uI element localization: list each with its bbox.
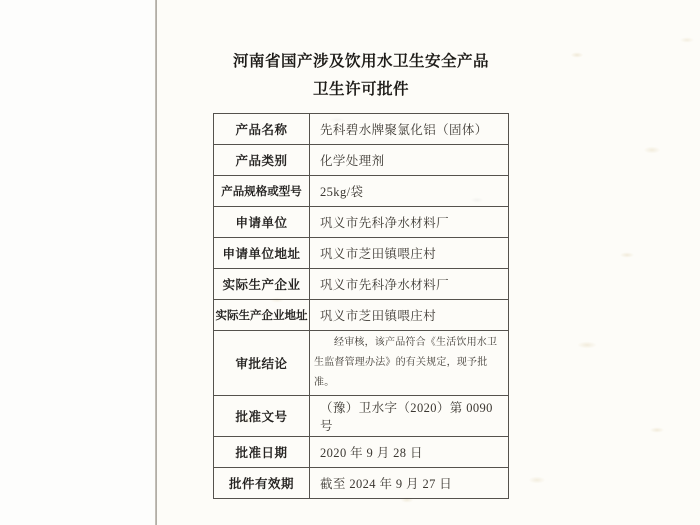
row-value: 先科碧水牌聚氯化铝（固体） [310, 114, 509, 145]
license-document [213, 0, 509, 499]
row-value: 截至 2024 年 9 月 27 日 [310, 468, 509, 499]
table-row [214, 396, 509, 437]
table-row [214, 238, 509, 269]
row-label: 批件有效期 [214, 468, 310, 499]
row-value: 25kg/袋 [310, 176, 509, 207]
row-value: 2020 年 9 月 28 日 [310, 437, 509, 468]
table-row [214, 176, 509, 207]
license-table [213, 113, 509, 499]
table-row [214, 114, 509, 145]
row-label: 批准文号 [214, 396, 310, 437]
table-row [214, 331, 509, 396]
row-label: 申请单位地址 [214, 238, 310, 269]
scan-margin [0, 0, 155, 525]
row-value: （豫）卫水字（2020）第 0090 号 [310, 396, 509, 437]
table-row [214, 300, 509, 331]
row-label: 申请单位 [214, 207, 310, 238]
row-label: 产品规格或型号 [214, 176, 310, 207]
row-value [310, 331, 509, 396]
row-value: 巩义市芝田镇喂庄村 [310, 238, 509, 269]
row-label: 产品类别 [214, 145, 310, 176]
table-row [214, 145, 509, 176]
document-title-line2: 卫生许可批件 [312, 81, 409, 98]
license-table-body [214, 114, 509, 499]
row-value: 化学处理剂 [310, 145, 509, 176]
table-row [214, 207, 509, 238]
row-value-paragraph: 经审核，该产品符合《生活饮用水卫生监督管理办法》的有关规定，现予批准。 [314, 337, 498, 388]
row-value: 巩义市芝田镇喂庄村 [310, 300, 509, 331]
document-title-line1: 河南省国产涉及饮用水卫生安全产品 [232, 53, 489, 70]
table-row [214, 468, 509, 499]
row-value: 巩义市先科净水材料厂 [310, 207, 509, 238]
table-row [214, 437, 509, 468]
row-label: 产品名称 [214, 114, 310, 145]
document-title [213, 48, 509, 104]
row-label: 实际生产企业地址 [214, 300, 310, 331]
table-row [214, 269, 509, 300]
row-label: 实际生产企业 [214, 269, 310, 300]
row-value: 巩义市先科净水材料厂 [310, 269, 509, 300]
row-label: 审批结论 [214, 331, 310, 396]
row-label: 批准日期 [214, 437, 310, 468]
